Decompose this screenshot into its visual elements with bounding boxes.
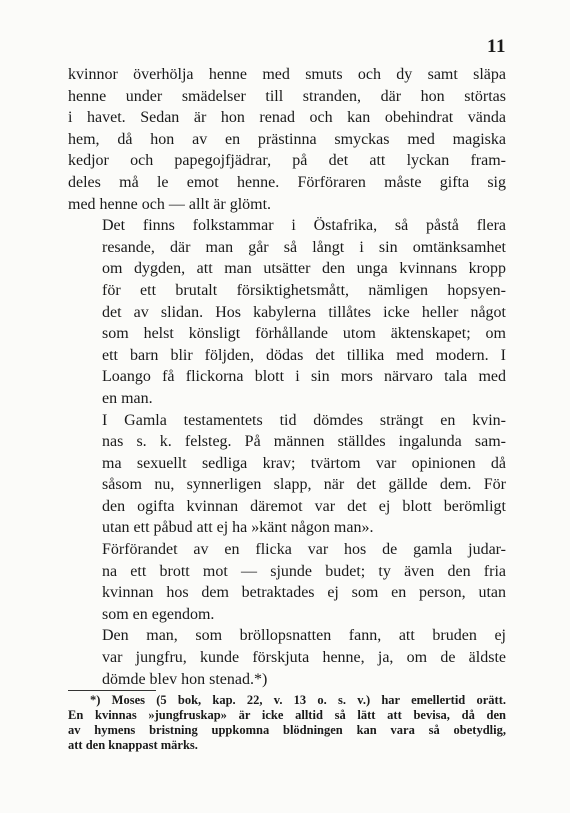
text-line: om dygden, att man utsätter den unga kvinnans kropp [102,260,506,278]
text-line: kedjor och papegojfjädrar, på det att lyckan fram- [68,152,506,170]
book-page [68,30,506,753]
text-line: ma sexuellt sedliga krav; tvärtom var opinionen då [102,454,506,472]
text-line: ett barn blir följden, dödas det tillika med modern. I [102,346,506,364]
text-line: Förförandet av en flicka var hos de gamla judar- [102,541,506,559]
text-line: för ett brutalt försiktighetsmått, nämligen hopsyen- [102,281,506,299]
footnote-rule [68,690,156,691]
text-line: deles må le emot henne. Förföraren måste gifta sig [68,173,506,191]
text-line: kvinnan hos dem betraktades ej som en person, utan [102,584,506,602]
footnote-line: att den knappast märks. [68,738,198,753]
text-line: resande, där man går så långt i sin omtänksamhet [102,238,506,256]
body-text [68,64,506,690]
footnote-line: *) Moses (5 bok, kap. 22, v. 13 o. s. v.) har emellertid orätt. [90,693,506,708]
text-line: na ett brott mot — sjunde budet; ty även den fria [102,562,506,580]
text-line: hem, då hon av en prästinna smyckas med magiska [68,130,506,148]
paragraph [68,539,506,625]
text-line: utan ett påbud att ej ha »känt någon man». [102,519,374,537]
paragraph [68,410,506,540]
footnote-line: av hymens bristning uppkomna blödningen kan vara så obetydlig, [68,723,506,738]
footnotes [68,693,506,753]
text-line: Den man, som bröllopsnatten fann, att bruden ej [102,627,506,645]
paragraph [68,64,506,215]
text-line: Loango få flickorna blott i sin mors närvaro tala med [102,368,506,386]
text-line: i havet. Sedan är hon renad och kan obehindrat vända [68,109,506,127]
text-line: I Gamla testamentets tid dömdes strängt en kvin- [102,411,506,429]
paragraph [68,625,506,690]
paragraph [68,215,506,409]
text-line: som en egendom. [102,605,215,623]
page-number: 11 [487,36,506,57]
text-line: Det finns folkstammar i Östafrika, så påstå flera [102,217,506,235]
footnote-line: En kvinnas »jungfruskap» är icke alltid så lätt att bevisa, då den [68,708,506,723]
text-line: med henne och — allt är glömt. [68,195,272,213]
text-line: dömde blev hon stenad.*) [102,670,268,688]
text-line: henne under smädelser till stranden, där hon störtas [68,87,506,105]
text-line: en man. [102,389,153,407]
text-line: kvinnor överhölja henne med smuts och dy samt släpa [68,66,506,83]
text-line: det av slidan. Hos kabylerna tillåtes icke heller något [102,303,506,321]
text-line: som helst könsligt förhållande utom äktenskapet; om [102,325,506,343]
text-line: den ogifta kvinnan däremot var det ej blott berömligt [102,497,506,515]
text-line: var jungfru, kunde förskjuta henne, ja, om de äldste [102,649,506,667]
text-line: nas s. k. felsteg. På männen ställdes ingalunda sam- [102,433,506,451]
text-line: såsom nu, synnerligen slapp, när det gällde dem. För [102,476,506,494]
